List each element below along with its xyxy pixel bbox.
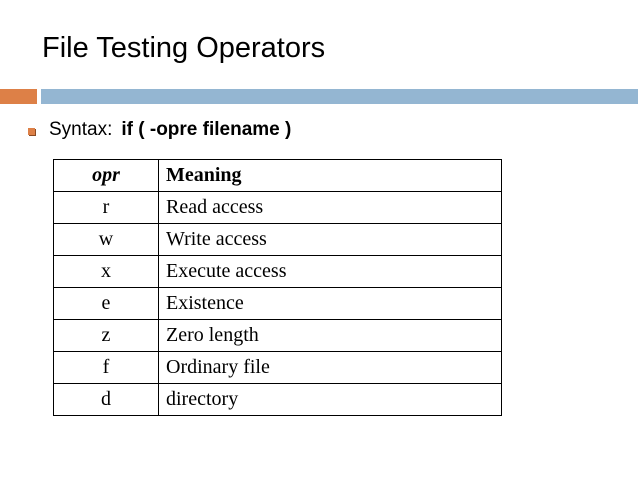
- syntax-bullet: [28, 119, 291, 141]
- opr-cell: x: [54, 256, 159, 288]
- column-header-meaning: Meaning: [159, 160, 502, 192]
- syntax-code: if ( -opre filename ): [121, 119, 292, 140]
- opr-cell: f: [54, 352, 159, 384]
- opr-cell: d: [54, 384, 159, 416]
- table-row: [54, 352, 502, 384]
- column-header-opr: opr: [54, 160, 159, 192]
- operators-table: [53, 159, 502, 416]
- table-row: [54, 256, 502, 288]
- square-bullet-icon: [28, 128, 35, 135]
- table-row: [54, 224, 502, 256]
- meaning-cell: directory: [159, 384, 502, 416]
- syntax-label: Syntax:: [49, 119, 113, 140]
- meaning-cell: Zero length: [159, 320, 502, 352]
- meaning-cell: Read access: [159, 192, 502, 224]
- opr-cell: w: [54, 224, 159, 256]
- table-header-row: [54, 160, 502, 192]
- meaning-cell: Execute access: [159, 256, 502, 288]
- meaning-cell: Existence: [159, 288, 502, 320]
- opr-cell: r: [54, 192, 159, 224]
- opr-cell: e: [54, 288, 159, 320]
- meaning-cell: Write access: [159, 224, 502, 256]
- table-row: [54, 320, 502, 352]
- meaning-cell: Ordinary file: [159, 352, 502, 384]
- opr-cell: z: [54, 320, 159, 352]
- accent-bar-blue: [41, 89, 638, 104]
- table-row: [54, 384, 502, 416]
- table-row: [54, 192, 502, 224]
- slide-title: File Testing Operators: [42, 32, 326, 64]
- table-row: [54, 288, 502, 320]
- accent-bar-orange: [0, 89, 37, 104]
